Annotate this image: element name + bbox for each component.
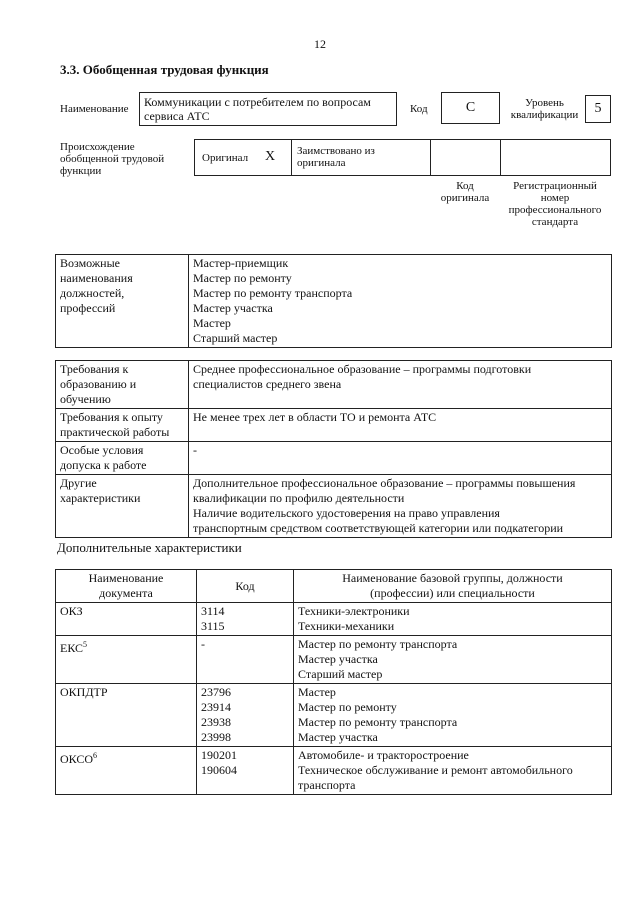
name-item: Техники-электроники [298, 604, 410, 618]
requirement-row-other [56, 475, 612, 538]
header-group [294, 570, 612, 603]
requirement-label [56, 361, 189, 409]
position-item: Мастер [193, 316, 231, 330]
original-code-cell [431, 140, 501, 175]
code-item: 190604 [201, 763, 237, 777]
additional-header-row [56, 570, 612, 603]
requirement-value-line: Дополнительное профессиональное образование – программы повышения [193, 476, 576, 490]
row-names [294, 603, 612, 636]
code-item: - [201, 637, 205, 651]
borrowed-line1: Заимствовано из [297, 145, 375, 157]
header-group-line2: (профессии) или специальности [370, 586, 535, 600]
requirement-row-experience [56, 409, 612, 442]
level-value-box: 5 [585, 95, 611, 123]
requirement-value [189, 475, 612, 538]
requirement-value-line: Среднее профессиональное образование – программы подготовки [193, 362, 532, 376]
position-item: Мастер по ремонту транспорта [193, 286, 353, 300]
registration-caption [500, 180, 610, 228]
name-item: транспорта [298, 778, 356, 792]
row-codes [197, 603, 294, 636]
code-caption-line2: оригинала [440, 192, 490, 204]
requirement-label-line: Требования к [60, 362, 129, 376]
code-item: 3114 [201, 604, 225, 618]
header-code: Код [197, 570, 294, 603]
row-names [294, 684, 612, 747]
name-item: Мастер участка [298, 652, 378, 666]
position-item: Мастер-приемщик [193, 256, 289, 270]
code-label: Код [410, 103, 428, 115]
requirement-label [56, 475, 189, 538]
requirement-label-line: практической работы [60, 425, 170, 439]
section-title: 3.3. Обобщенная трудовая функция [60, 62, 269, 77]
position-item: Мастер участка [193, 301, 273, 315]
reg-caption-line4: стандарта [531, 216, 579, 228]
level-label-line2: квалификации [510, 109, 579, 121]
code-value-box: C [441, 92, 500, 124]
table-row [56, 636, 612, 684]
table-row [56, 684, 612, 747]
row-codes [197, 747, 294, 795]
name-label: Наименование [60, 103, 129, 115]
level-label-line1: Уровень [525, 97, 564, 109]
header-document-line2: документа [99, 586, 153, 600]
page-number: 12 [314, 37, 326, 51]
requirement-value-line: Наличие водительского удостоверения на право управления [193, 506, 500, 520]
requirement-label-line: образованию и [60, 377, 137, 391]
requirement-value-line: квалификации по профилю деятельности [193, 491, 405, 505]
borrowed-cell [292, 140, 431, 175]
name-item: Техники-механики [298, 619, 395, 633]
header-document [56, 570, 197, 603]
positions-label-line: профессий [60, 301, 116, 315]
table-row [56, 747, 612, 795]
original-cell [195, 140, 292, 175]
name-value-line1: Коммуникации с потребителем по вопросам [144, 95, 371, 109]
header-document-line1: Наименование [88, 571, 164, 585]
requirements-table [55, 360, 612, 538]
row-document [56, 684, 197, 747]
requirement-label [56, 409, 189, 442]
positions-label-line: наименования [60, 271, 133, 285]
code-item: 190201 [201, 748, 237, 762]
origin-row [194, 139, 611, 176]
origin-label-line2: обобщенной трудовой [60, 153, 165, 165]
registration-number-cell [501, 140, 610, 175]
name-value-line2: сервиса АТС [144, 109, 210, 123]
positions-values-cell [189, 255, 612, 348]
positions-label-line: должностей, [60, 286, 125, 300]
requirement-label-line: Другие [60, 476, 97, 490]
row-document [56, 747, 197, 795]
code-item: 23914 [201, 700, 231, 714]
level-label [507, 97, 582, 121]
footnote-ref: 5 [83, 640, 88, 649]
additional-title: Дополнительные характеристики [57, 540, 242, 555]
row-names [294, 747, 612, 795]
position-item: Старший мастер [193, 331, 278, 345]
row-document [56, 636, 197, 684]
origin-label-line1: Происхождение [60, 141, 135, 153]
requirement-value [189, 442, 612, 475]
code-caption-line1: Код [456, 180, 474, 192]
row-codes [197, 684, 294, 747]
reg-caption-line1: Регистрационный [513, 180, 597, 192]
positions-row [56, 255, 612, 348]
doc-name: ОКПДТР [60, 685, 108, 699]
position-item: Мастер по ремонту [193, 271, 292, 285]
requirement-label-line: Особые условия [60, 443, 144, 457]
origin-label-line3: функции [60, 165, 102, 177]
name-item: Мастер по ремонту транспорта [298, 715, 458, 729]
name-item: Мастер по ремонту транспорта [298, 637, 458, 651]
table-row [56, 603, 612, 636]
footnote-ref: 6 [93, 751, 98, 760]
requirement-label [56, 442, 189, 475]
origin-label [60, 141, 164, 177]
borrowed-line2: оригинала [297, 157, 346, 169]
code-item: 23938 [201, 715, 231, 729]
requirement-value [189, 361, 612, 409]
doc-name: ОКСО [60, 752, 94, 766]
requirement-value-line: транспортным средством соответствующей категории или подкатегории [193, 521, 564, 535]
row-document [56, 603, 197, 636]
original-code-caption [430, 180, 500, 204]
code-item: 23998 [201, 730, 231, 744]
name-item: Мастер [298, 685, 336, 699]
doc-name: ОКЗ [60, 604, 83, 618]
row-names [294, 636, 612, 684]
code-item: 23796 [201, 685, 231, 699]
name-item: Автомобиле- и тракторостроение [298, 748, 469, 762]
row-codes [197, 636, 294, 684]
requirement-label-line: допуска к работе [60, 458, 147, 472]
requirement-value-line: - [193, 443, 197, 457]
name-item: Старший мастер [298, 667, 383, 681]
positions-label-cell [56, 255, 189, 348]
requirement-value-line: Не менее трех лет в области ТО и ремонта АТС [193, 410, 437, 424]
reg-caption-line2: номер [540, 192, 570, 204]
requirement-label-line: характеристики [60, 491, 141, 505]
name-item: Мастер по ремонту [298, 700, 397, 714]
requirement-row-education [56, 361, 612, 409]
requirement-label-line: обучению [60, 392, 111, 406]
name-item: Мастер участка [298, 730, 378, 744]
code-item: 3115 [201, 619, 225, 633]
original-label: Оригинал [202, 152, 249, 164]
name-item: Техническое обслуживание и ремонт автомобильного [298, 763, 573, 777]
requirement-label-line: Требования к опыту [60, 410, 163, 424]
doc-name: ЕКС [60, 641, 84, 655]
name-value-box [139, 92, 397, 126]
reg-caption-line3: профессионального [508, 204, 602, 216]
positions-label-line: Возможные [60, 256, 120, 270]
requirement-value-line: специалистов среднего звена [193, 377, 342, 391]
original-mark: X [265, 149, 276, 164]
requirement-value [189, 409, 612, 442]
requirement-row-conditions [56, 442, 612, 475]
positions-table [55, 254, 612, 348]
header-group-line1: Наименование базовой группы, должности [342, 571, 563, 585]
borrowed-label [297, 145, 375, 169]
additional-table [55, 569, 612, 795]
